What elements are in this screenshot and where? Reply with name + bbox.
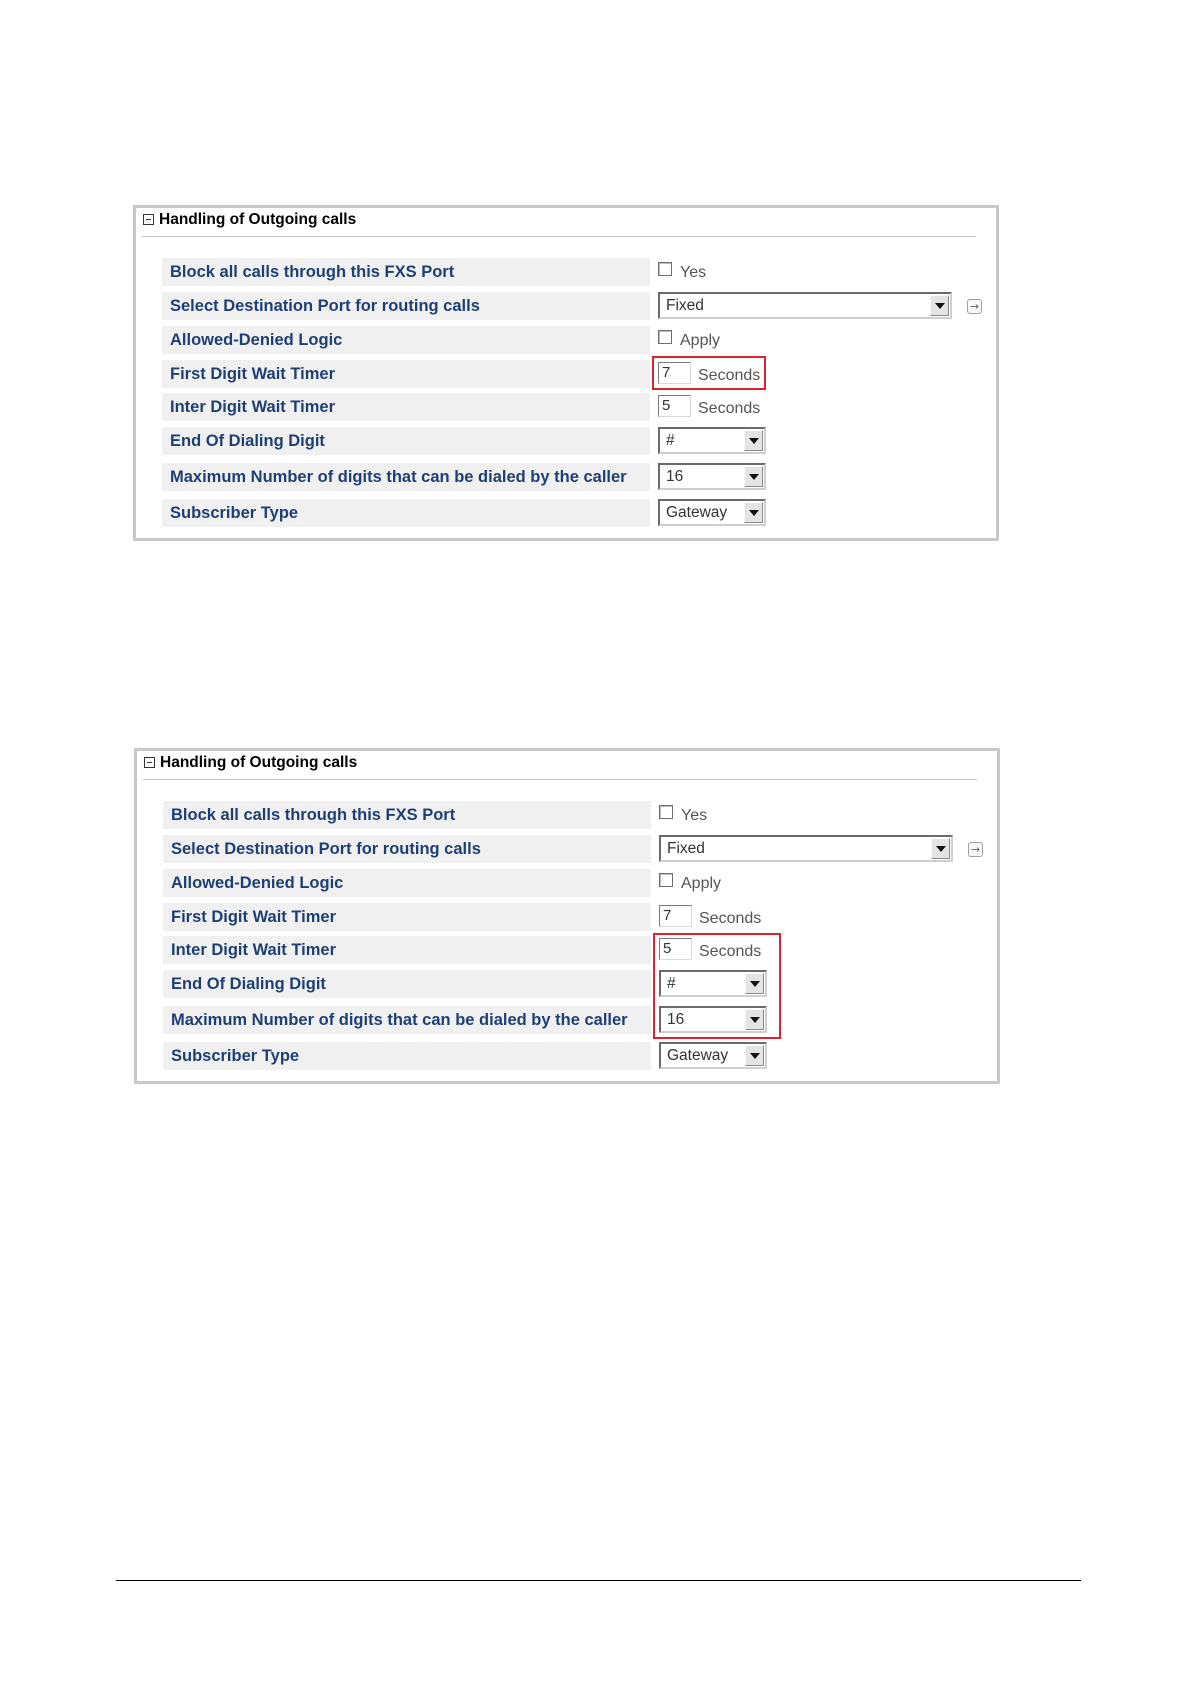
block-calls-label: Block all calls through this FXS Port bbox=[163, 801, 651, 829]
allowed-denied-label: Allowed-Denied Logic bbox=[163, 869, 651, 897]
inter-digit-timer-label: Inter Digit Wait Timer bbox=[163, 936, 651, 964]
collapse-icon[interactable] bbox=[143, 214, 154, 225]
dropdown-arrow-icon[interactable] bbox=[744, 502, 763, 523]
first-digit-timer-input[interactable]: 7 bbox=[658, 362, 691, 384]
first-digit-timer-unit: Seconds bbox=[698, 367, 761, 384]
collapse-icon[interactable] bbox=[144, 757, 155, 768]
max-digits-label: Maximum Number of digits that can be dialed by the caller bbox=[163, 1006, 651, 1034]
panel-header bbox=[143, 753, 977, 780]
row-first-digit-timer bbox=[137, 903, 997, 931]
panel-title: Handling of Outgoing calls bbox=[159, 211, 357, 228]
row-max-digits bbox=[137, 1006, 997, 1034]
panel-header bbox=[142, 210, 976, 237]
block-calls-checkbox-label: Yes bbox=[680, 264, 707, 281]
panel-title: Handling of Outgoing calls bbox=[160, 754, 358, 771]
subscriber-type-label: Subscriber Type bbox=[163, 1042, 651, 1070]
dropdown-arrow-icon[interactable] bbox=[744, 466, 763, 487]
first-digit-timer-label: First Digit Wait Timer bbox=[163, 903, 651, 931]
allowed-denied-checkbox[interactable] bbox=[659, 873, 673, 887]
row-destination-port bbox=[137, 835, 997, 863]
subscriber-type-value: Gateway bbox=[666, 504, 728, 521]
destination-port-value: Fixed bbox=[667, 840, 705, 857]
subscriber-type-label: Subscriber Type bbox=[162, 499, 650, 527]
row-block-calls bbox=[137, 801, 997, 829]
destination-port-select[interactable] bbox=[659, 835, 953, 862]
row-subscriber-type bbox=[136, 499, 996, 527]
inter-digit-timer-unit: Seconds bbox=[699, 943, 762, 960]
block-calls-label: Block all calls through this FXS Port bbox=[162, 258, 650, 286]
allowed-denied-checkbox-label: Apply bbox=[681, 875, 722, 892]
dropdown-arrow-icon[interactable] bbox=[930, 295, 949, 316]
inter-digit-timer-label: Inter Digit Wait Timer bbox=[162, 393, 650, 421]
subscriber-type-select[interactable] bbox=[658, 499, 766, 526]
end-dialing-digit-value: # bbox=[667, 975, 676, 992]
inter-digit-timer-unit: Seconds bbox=[698, 400, 761, 417]
inter-digit-timer-input[interactable]: 5 bbox=[659, 938, 692, 960]
end-dialing-digit-label: End Of Dialing Digit bbox=[163, 970, 651, 998]
row-inter-digit-timer bbox=[136, 393, 996, 421]
row-inter-digit-timer bbox=[137, 936, 997, 964]
max-digits-value: 16 bbox=[666, 468, 684, 485]
footer-rule bbox=[116, 1580, 1081, 1581]
first-digit-timer-label: First Digit Wait Timer bbox=[162, 360, 650, 388]
destination-port-label: Select Destination Port for routing calls bbox=[162, 292, 650, 320]
go-arrow-icon[interactable]: → bbox=[967, 299, 982, 314]
first-digit-timer-input[interactable]: 7 bbox=[659, 905, 692, 927]
outgoing-calls-panel-2 bbox=[134, 748, 1000, 1084]
row-destination-port bbox=[136, 292, 996, 320]
row-end-dialing-digit bbox=[136, 427, 996, 455]
row-allowed-denied bbox=[136, 326, 996, 354]
end-dialing-digit-value: # bbox=[666, 432, 675, 449]
row-max-digits bbox=[136, 463, 996, 491]
row-block-calls bbox=[136, 258, 996, 286]
dropdown-arrow-icon[interactable] bbox=[744, 430, 763, 451]
block-calls-checkbox-label: Yes bbox=[681, 807, 708, 824]
row-subscriber-type bbox=[137, 1042, 997, 1070]
highlight-box bbox=[652, 356, 766, 390]
go-arrow-icon[interactable]: → bbox=[968, 842, 983, 857]
destination-port-label: Select Destination Port for routing calls bbox=[163, 835, 651, 863]
max-digits-select[interactable] bbox=[658, 463, 766, 490]
dropdown-arrow-icon[interactable] bbox=[745, 1045, 764, 1066]
subscriber-type-value: Gateway bbox=[667, 1047, 729, 1064]
inter-digit-timer-input[interactable]: 5 bbox=[658, 395, 691, 417]
max-digits-value: 16 bbox=[667, 1011, 685, 1028]
row-allowed-denied bbox=[137, 869, 997, 897]
end-dialing-digit-label: End Of Dialing Digit bbox=[162, 427, 650, 455]
dropdown-arrow-icon[interactable] bbox=[931, 838, 950, 859]
first-digit-timer-unit: Seconds bbox=[699, 910, 762, 927]
destination-port-value: Fixed bbox=[666, 297, 704, 314]
max-digits-label: Maximum Number of digits that can be dialed by the caller bbox=[162, 463, 650, 491]
allowed-denied-label: Allowed-Denied Logic bbox=[162, 326, 650, 354]
allowed-denied-checkbox[interactable] bbox=[658, 330, 672, 344]
row-first-digit-timer bbox=[136, 360, 996, 388]
block-calls-checkbox[interactable] bbox=[658, 262, 672, 276]
row-end-dialing-digit bbox=[137, 970, 997, 998]
highlight-box bbox=[653, 933, 781, 1039]
destination-port-select[interactable] bbox=[658, 292, 952, 319]
allowed-denied-checkbox-label: Apply bbox=[680, 332, 721, 349]
outgoing-calls-panel-1 bbox=[133, 205, 999, 541]
subscriber-type-select[interactable] bbox=[659, 1042, 767, 1069]
block-calls-checkbox[interactable] bbox=[659, 805, 673, 819]
end-dialing-digit-select[interactable] bbox=[658, 427, 766, 454]
